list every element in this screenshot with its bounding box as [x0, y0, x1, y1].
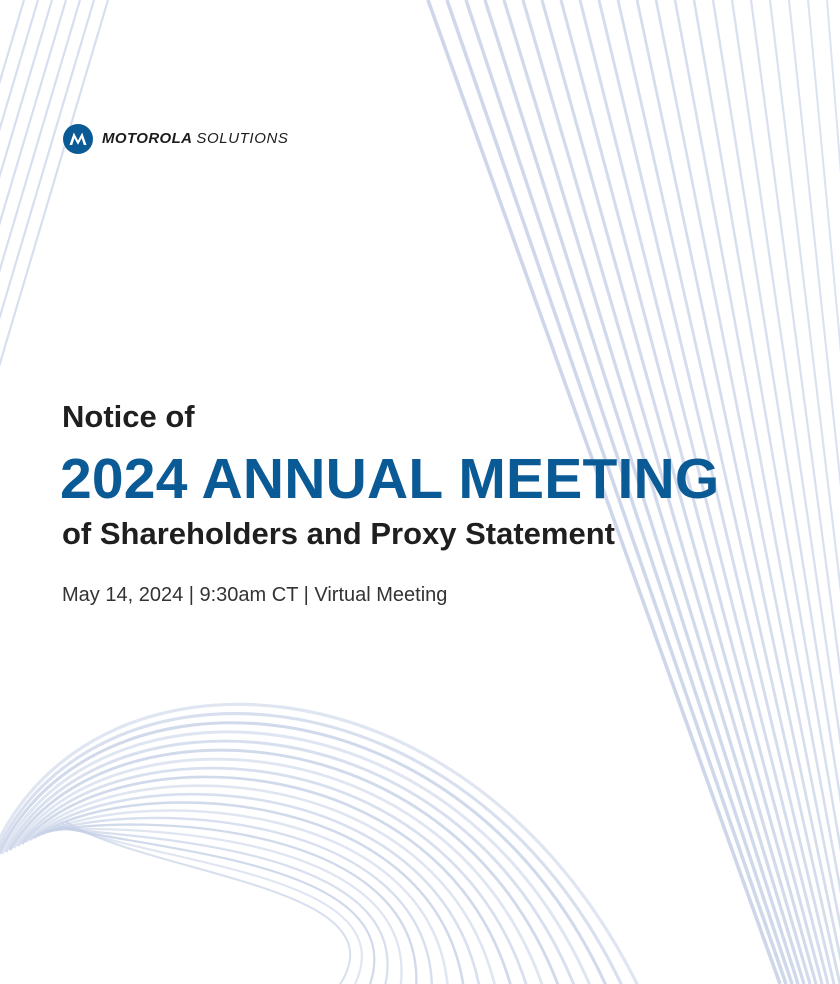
decor-line: [751, 0, 840, 984]
wordmark-light: SOLUTIONS: [196, 130, 289, 147]
decor-arc: [54, 828, 388, 984]
decor-arc: [30, 794, 480, 984]
decor-arc: [0, 723, 608, 984]
decor-line: [808, 0, 840, 984]
wordmark-bold: MOTOROLA: [102, 130, 193, 147]
company-wordmark: [102, 124, 289, 154]
decor-line: [0, 0, 38, 370]
meeting-details: May 14, 2024 | 9:30am CT | Virtual Meeting: [62, 584, 448, 606]
bottom-arc-lines: [0, 704, 640, 984]
decor-line: [0, 0, 66, 370]
notice-of-heading: Notice of: [62, 399, 195, 434]
company-logo: [63, 124, 289, 154]
annual-meeting-title: 2024 ANNUAL MEETING: [60, 447, 720, 511]
left-diagonal-lines: [0, 0, 108, 370]
proxy-statement-subtitle: of Shareholders and Proxy Statement: [62, 516, 615, 551]
motorola-batwing-logo-icon: [63, 124, 93, 154]
decor-line: [0, 0, 108, 370]
